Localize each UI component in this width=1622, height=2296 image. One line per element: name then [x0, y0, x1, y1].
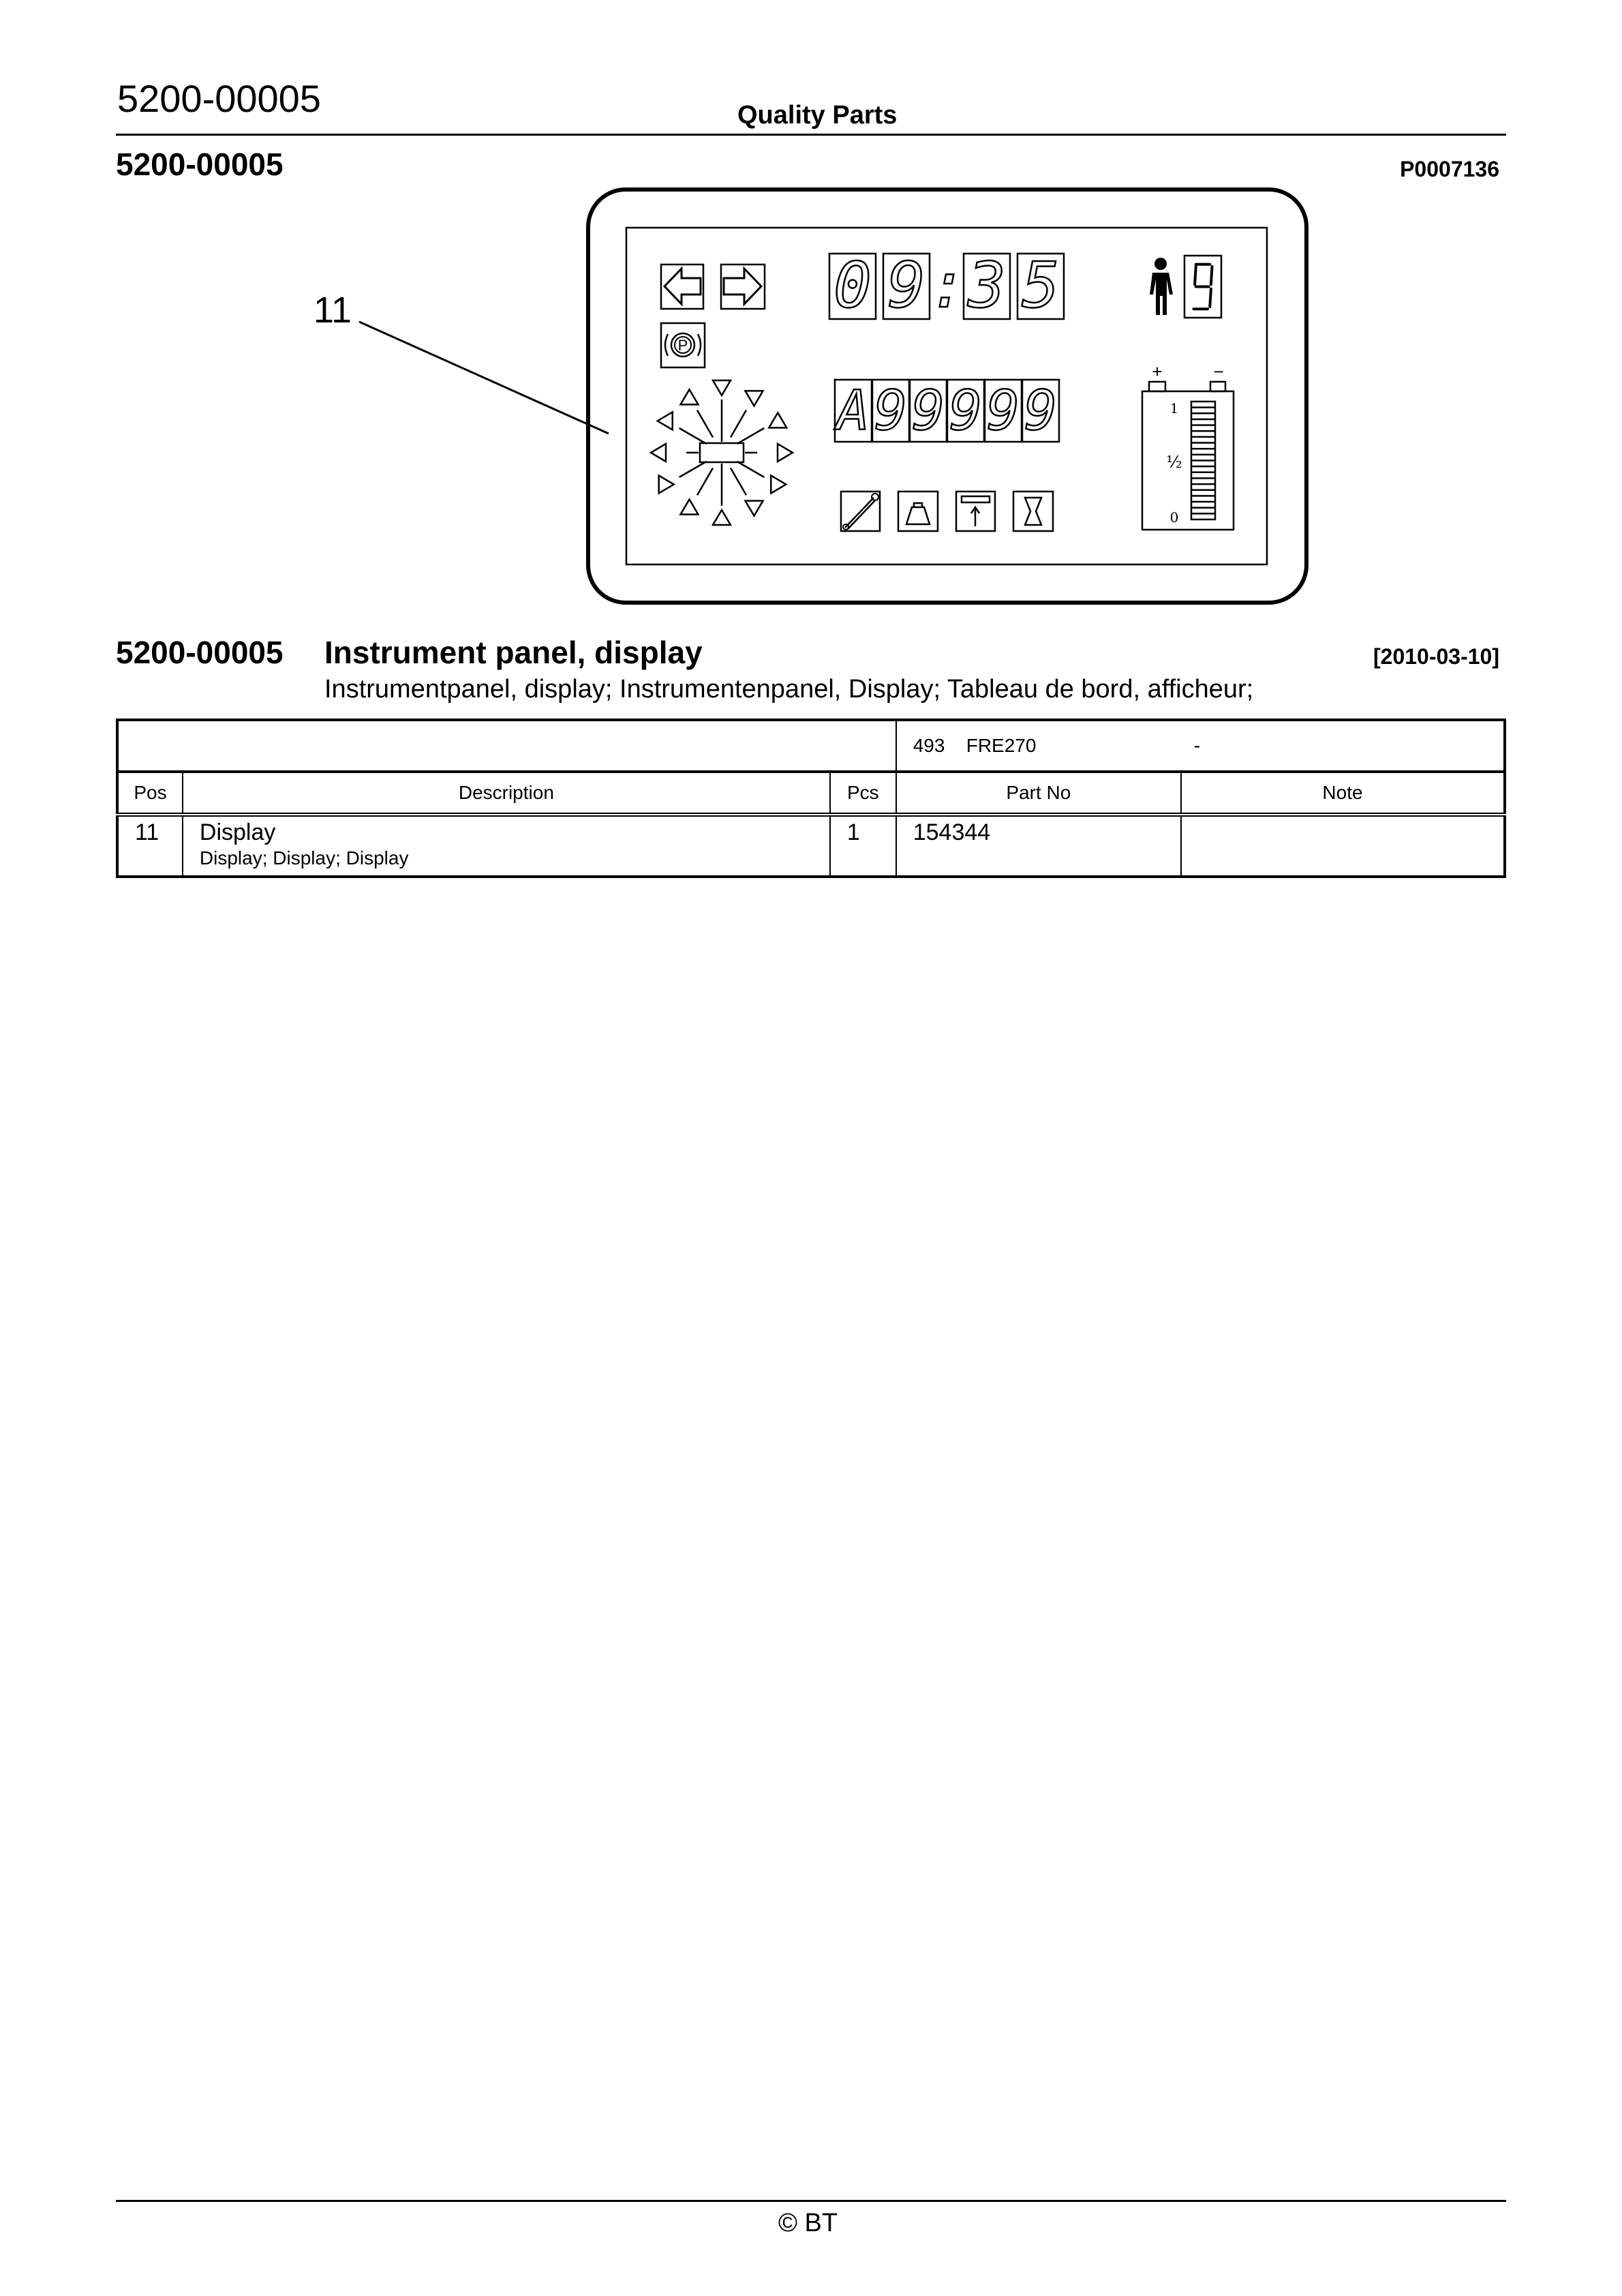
direction-triangle — [769, 412, 786, 427]
direction-ray — [731, 410, 746, 438]
person-icon — [1150, 258, 1173, 315]
assembly-title: Instrument panel, display — [324, 635, 703, 670]
lift-icon — [956, 492, 995, 531]
direction-ray — [697, 468, 713, 496]
direction-ray — [679, 428, 707, 444]
info-range: - — [1193, 735, 1201, 756]
cell-part-no: 154344 — [896, 815, 1181, 877]
time-value: 09:35 — [833, 249, 1060, 322]
counter-display — [833, 379, 1059, 442]
section-number: 5200-00005 — [116, 147, 284, 182]
col-pos: Pos — [117, 772, 183, 815]
direction-triangle — [746, 501, 763, 516]
battery-minus: − — [1213, 361, 1224, 382]
info-model: FRE270 — [966, 735, 1037, 756]
direction-ray — [737, 428, 765, 444]
figure-id: P0007136 — [1400, 157, 1499, 181]
cell-pos: 11 — [135, 819, 159, 845]
table-info-row — [117, 720, 1505, 772]
direction-ray — [737, 462, 765, 477]
direction-triangle — [681, 500, 699, 515]
footer-copyright: © BT — [778, 2209, 838, 2237]
direction-triangle — [681, 389, 699, 404]
operator-display — [1184, 256, 1221, 318]
callout-label: 11 — [313, 290, 352, 331]
col-pcs: Pcs — [830, 772, 896, 815]
description-sub: Display; Display; Display — [199, 847, 409, 868]
battery-full-label: 1 — [1169, 400, 1179, 417]
direction-ray — [697, 410, 713, 438]
battery-plus: + — [1152, 361, 1163, 382]
assembly-date: [2010-03-10] — [1373, 644, 1499, 669]
direction-ray — [679, 462, 707, 477]
table-header — [117, 772, 1505, 815]
doc-number: 5200-00005 — [117, 77, 321, 120]
col-note: Note — [1181, 772, 1505, 815]
direction-indicator-icon — [651, 380, 793, 525]
direction-triangle — [659, 476, 674, 494]
callout-leader-line — [0, 0, 682, 477]
direction-triangle — [651, 444, 666, 462]
svg-text:P: P — [677, 337, 688, 354]
parts-table — [116, 719, 1506, 878]
direction-triangle — [746, 391, 763, 406]
weight-icon — [898, 492, 938, 531]
digit-segment — [1211, 267, 1212, 284]
info-code: 493 — [913, 735, 945, 756]
battery-empty-label: 0 — [1169, 509, 1179, 526]
arrow-right-icon — [721, 265, 765, 309]
cell-description — [183, 815, 830, 877]
battery-half-label: ½ — [1166, 453, 1182, 472]
wrench-icon — [841, 492, 880, 531]
header-title: Quality Parts — [737, 101, 898, 130]
hourglass-icon — [1013, 492, 1053, 531]
direction-triangle — [713, 380, 731, 395]
direction-triangle — [658, 412, 673, 429]
direction-triangle — [771, 476, 786, 494]
digit-segment — [1195, 267, 1196, 284]
parking-brake-icon — [661, 323, 705, 367]
arrow-left-icon — [661, 265, 703, 309]
footer-divider — [116, 2200, 1506, 2202]
cell-pcs: 1 — [830, 815, 896, 877]
description-main: Display — [199, 819, 276, 845]
direction-triangle — [713, 510, 731, 525]
table-row — [117, 815, 1505, 877]
digit-segment — [1210, 289, 1211, 307]
instrument-panel-diagram — [586, 184, 1309, 607]
col-part-no: Part No — [896, 772, 1181, 815]
direction-triangle — [778, 444, 793, 462]
time-display — [829, 249, 1064, 322]
counter-value: A99999 — [836, 379, 1058, 442]
assembly-number: 5200-00005 — [116, 635, 284, 670]
direction-ray — [731, 468, 746, 496]
seven-segment-digit — [1184, 256, 1221, 318]
col-description: Description — [183, 772, 830, 815]
assembly-translations: Instrumentpanel, display; Instrumentenpanel, Display; Tableau de bord, afficheur; — [324, 675, 1254, 704]
cell-note — [1181, 815, 1505, 877]
battery-icon — [1142, 361, 1234, 530]
